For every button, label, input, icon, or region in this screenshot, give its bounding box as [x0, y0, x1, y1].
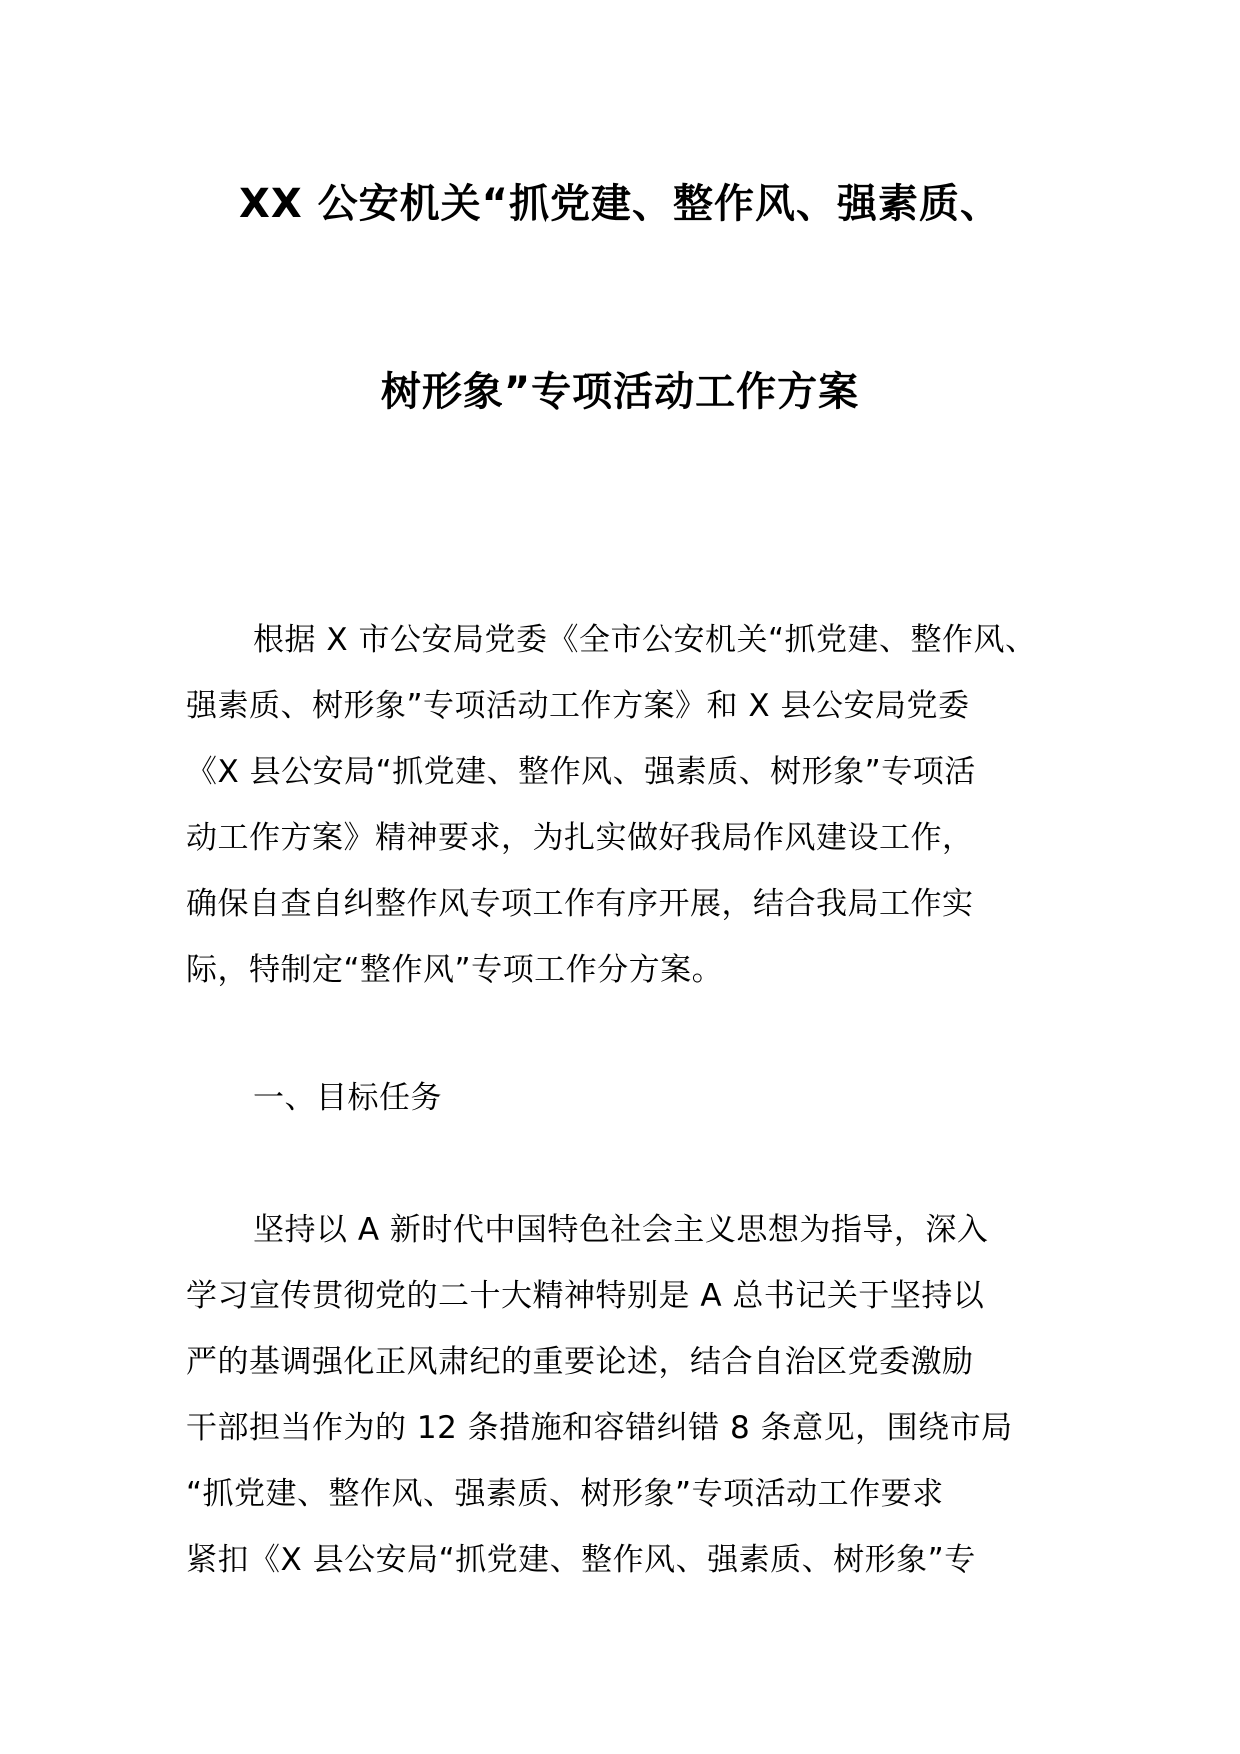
- paragraph-2-line-3: 严的基调强化正风肃纪的重要论述，结合自治区党委激励: [186, 1344, 974, 1380]
- paragraph-2-line-6: 紧扣《X 县公安局“抓党建、整作风、强素质、树形象”专: [186, 1542, 976, 1578]
- paragraph-1-line-3: 《X 县公安局“抓党建、整作风、强素质、树形象”专项活: [186, 754, 976, 790]
- section-heading-1: 一、目标任务: [253, 1080, 442, 1116]
- paragraph-1-line-6: 际，特制定“整作风”专项工作分方案。: [186, 952, 724, 988]
- paragraph-2-line-4: 干部担当作为的 12 条措施和容错纠错 8 条意见，围绕市局: [186, 1410, 1013, 1446]
- paragraph-2-line-2: 学习宣传贯彻党的二十大精神特别是 A 总书记关于坚持以: [186, 1278, 985, 1314]
- paragraph-2-line-5: “抓党建、整作风、强素质、树形象”专项活动工作要求: [186, 1476, 944, 1512]
- document-title-line-1: XX 公安机关“抓党建、整作风、强素质、: [239, 181, 1001, 227]
- document-title-line-2: 树形象”专项活动工作方案: [380, 369, 860, 415]
- paragraph-1-line-5: 确保自查自纠整作风专项工作有序开展，结合我局工作实: [186, 886, 974, 922]
- paragraph-1-line-4: 动工作方案》精神要求，为扎实做好我局作风建设工作，: [186, 820, 974, 856]
- paragraph-2-line-1: 坚持以 A 新时代中国特色社会主义思想为指导，深入: [253, 1212, 989, 1248]
- paragraph-1-line-2: 强素质、树形象”专项活动工作方案》和 X 县公安局党委: [186, 688, 970, 724]
- paragraph-1-line-1: 根据 X 市公安局党委《全市公安机关“抓党建、整作风、: [253, 622, 1037, 658]
